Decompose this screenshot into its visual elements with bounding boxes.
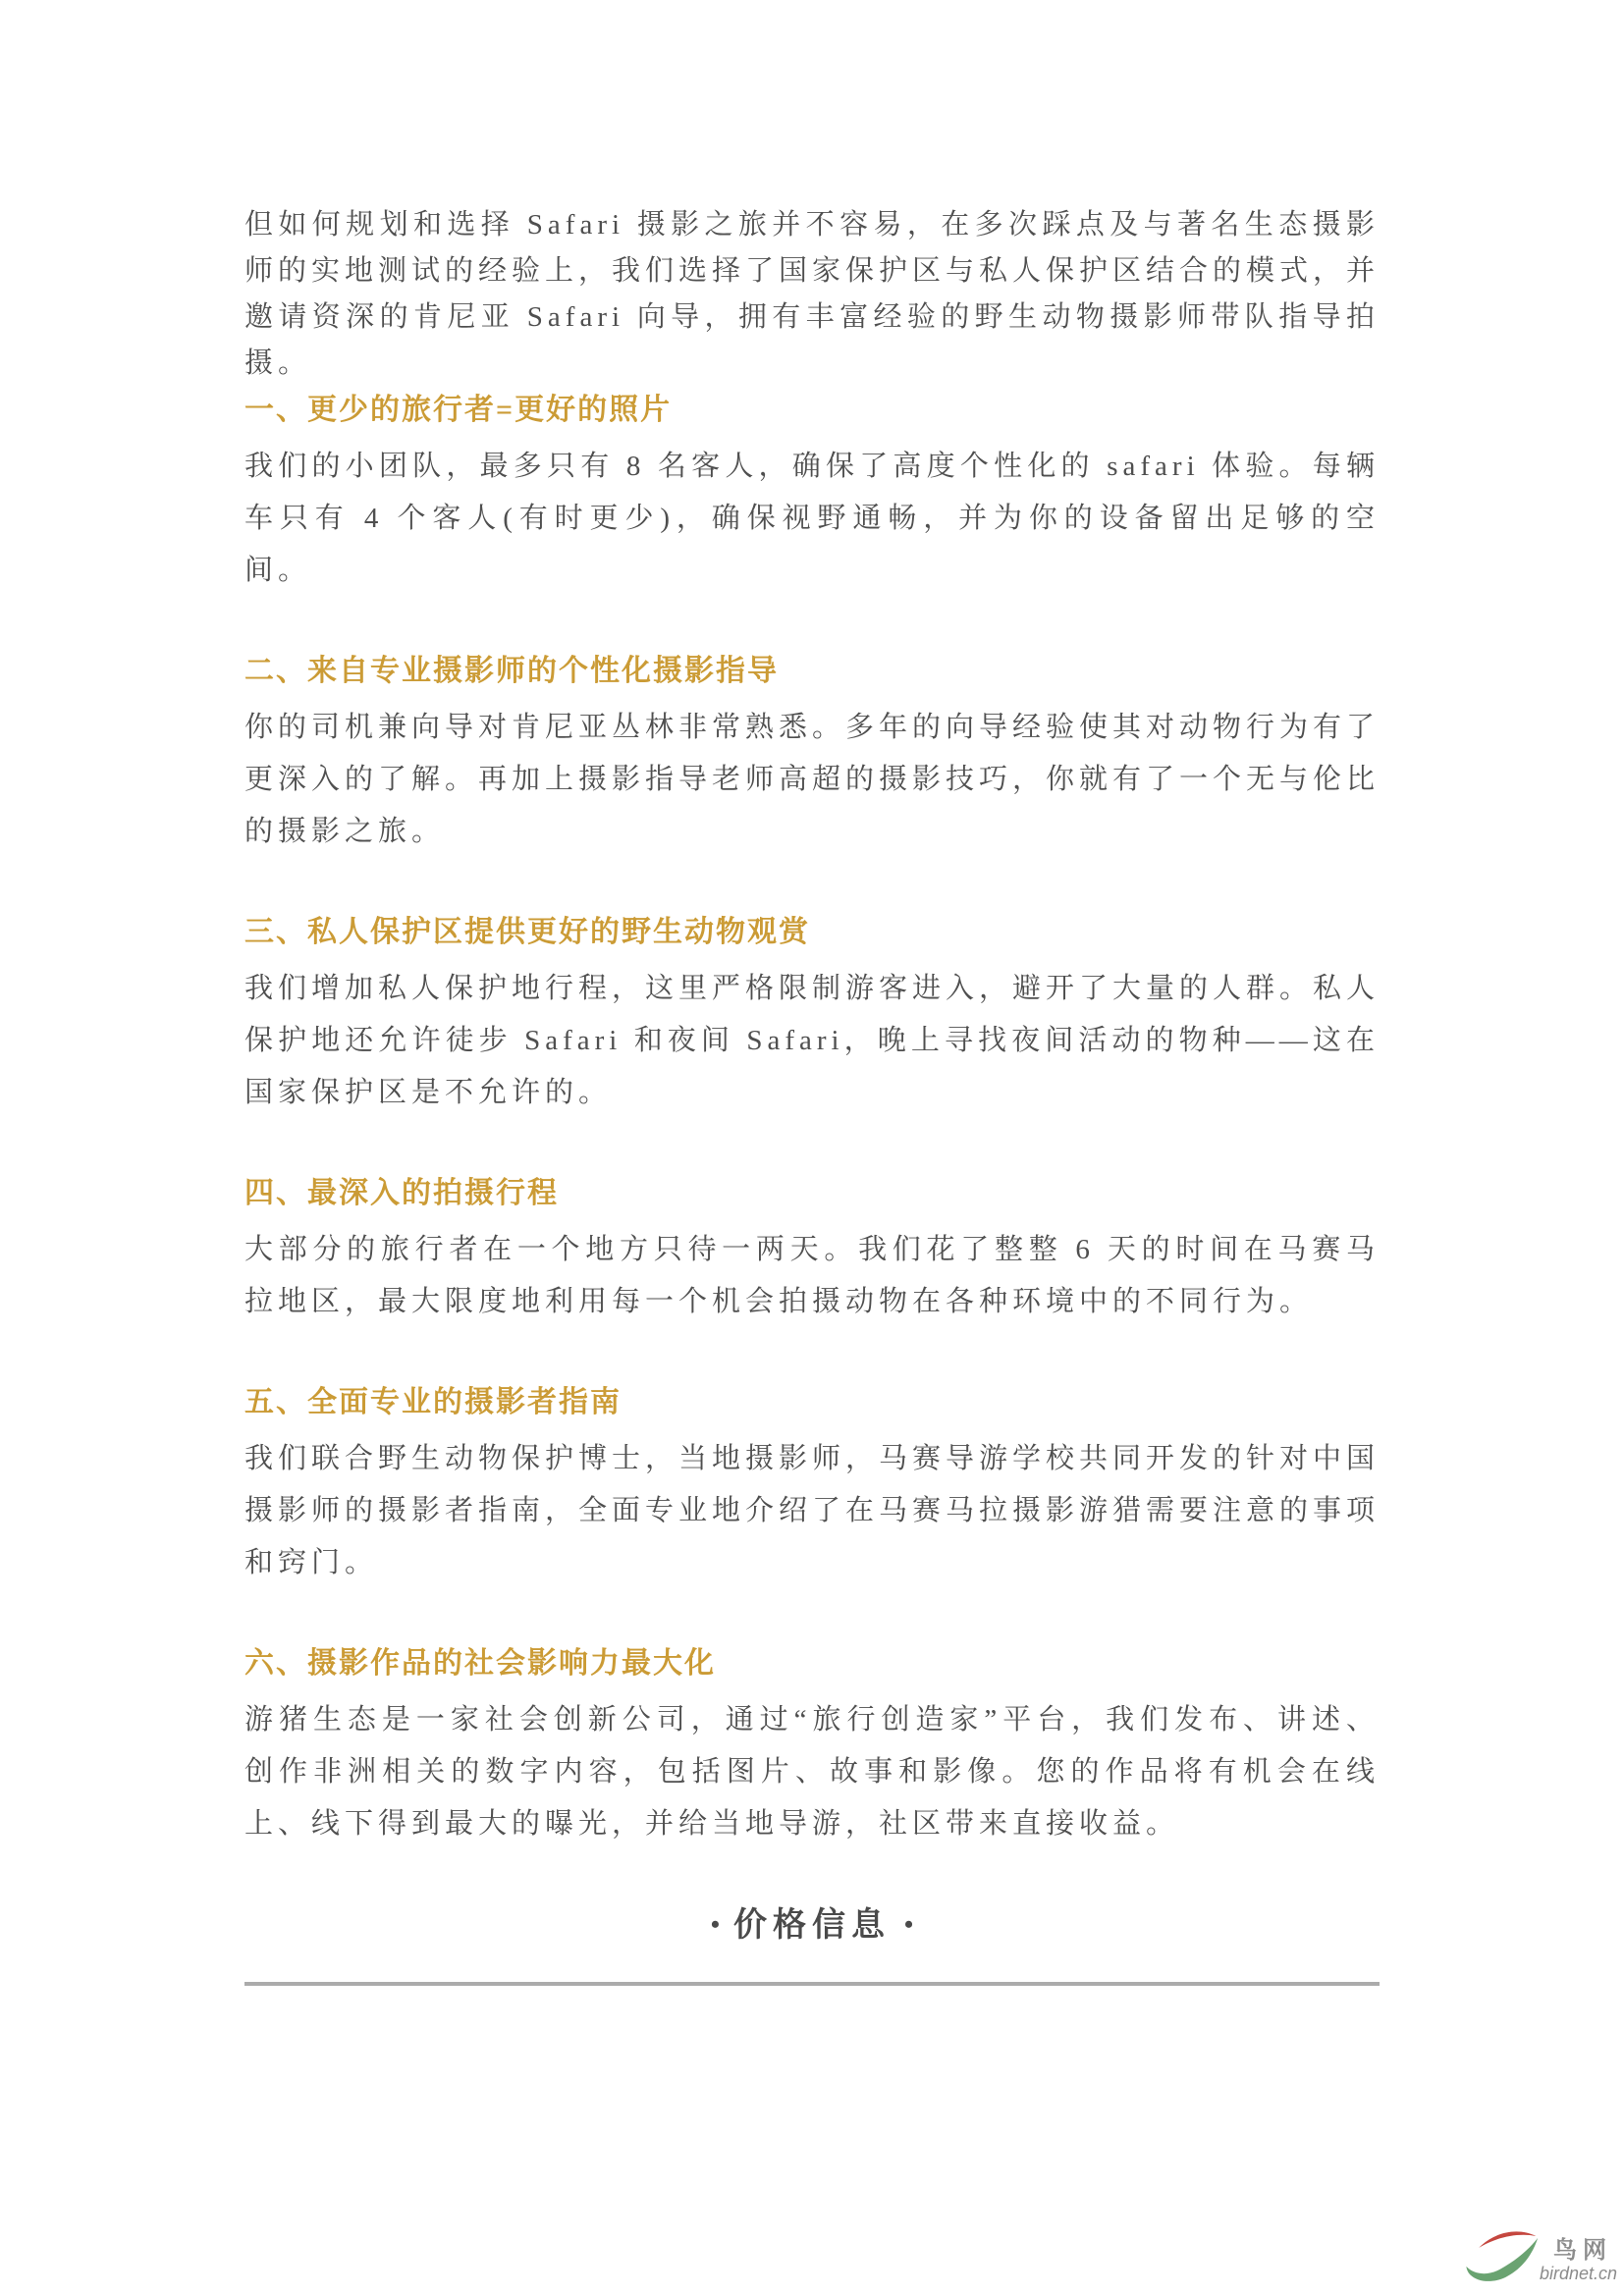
section-photographer-guide <box>244 1385 1380 1589</box>
section-pro-guidance <box>244 654 1380 858</box>
section-6-title: 六、摄影作品的社会影响力最大化 <box>244 1647 716 1680</box>
section-social-impact <box>244 1646 1380 1850</box>
watermark-site-name: 鸟网 <box>1553 2237 1612 2264</box>
bullet-dot-right: • <box>904 1910 914 1939</box>
birdnet-watermark <box>1461 2218 1622 2293</box>
section-3-title: 三、私人保护区提供更好的野生动物观赏 <box>244 916 810 948</box>
section-deep-itinerary <box>244 1176 1380 1328</box>
section-6-body: 游猪生态是一家社会创新公司，通过“旅行创造家”平台，我们发布、讲述、创作非洲相关的数字内容，包括图片、故事和影像。您的作品将有机会在线上、线下得到最大的曝光，并给当地导游，社区带来直接收益。 <box>244 1704 1380 1840</box>
section-1-title: 一、更少的旅行者=更好的照片 <box>244 394 673 426</box>
watermark-domain: birdnet.cn <box>1540 2264 1618 2283</box>
section-1-body: 我们的小团队，最多只有 8 名客人，确保了高度个性化的 safari 体验。每辆车只有 4 个客人(有时更少)，确保视野通畅，并为你的设备留出足够的空间。 <box>244 451 1380 586</box>
section-4-body: 大部分的旅行者在一个地方只待一两天。我们花了整整 6 天的时间在马赛马拉地区，最大限度地利用每一个机会拍摄动物在各种环境中的不同行为。 <box>244 1234 1380 1317</box>
bullet-dot-left: • <box>710 1910 720 1939</box>
price-info-heading <box>244 1905 1380 1946</box>
price-info-label: 价格信息 <box>733 1907 891 1944</box>
watermark-text <box>1540 2237 1618 2283</box>
section-2-body: 你的司机兼向导对肯尼亚丛林非常熟悉。多年的向导经验使其对动物行为有了更深入的了解。再加上摄影指导老师高超的摄影技巧，你就有了一个无与伦比的摄影之旅。 <box>244 712 1380 847</box>
section-private-reserve <box>244 915 1380 1119</box>
article-content <box>244 0 1380 1986</box>
section-fewer-travelers <box>244 393 1380 597</box>
section-3-body: 我们增加私人保护地行程，这里严格限制游客进入，避开了大量的人群。私人保护地还允许徒步 Safari 和夜间 Safari，晚上寻找夜间活动的物种——这在国家保护区是不允许的。 <box>244 973 1380 1108</box>
section-5-title: 五、全面专业的摄影者指南 <box>244 1386 622 1418</box>
section-5-body: 我们联合野生动物保护博士，当地摄影师，马赛导游学校共同开发的针对中国摄影师的摄影者指南，全面专业地介绍了在马赛马拉摄影游猎需要注意的事项和窍门。 <box>244 1443 1380 1578</box>
intro-paragraph: 但如何规划和选择 Safari 摄影之旅并不容易，在多次踩点及与著名生态摄影师的实地测试的经验上，我们选择了国家保护区与私人保护区结合的模式，并邀请资深的肯尼亚 Safari 向导，拥有丰富经验的野生动物摄影师带队指导拍摄。 <box>244 209 1380 379</box>
section-divider <box>244 1982 1380 1986</box>
section-2-title: 二、来自专业摄影师的个性化摄影指导 <box>244 655 779 687</box>
section-4-title: 四、最深入的拍摄行程 <box>244 1177 559 1209</box>
